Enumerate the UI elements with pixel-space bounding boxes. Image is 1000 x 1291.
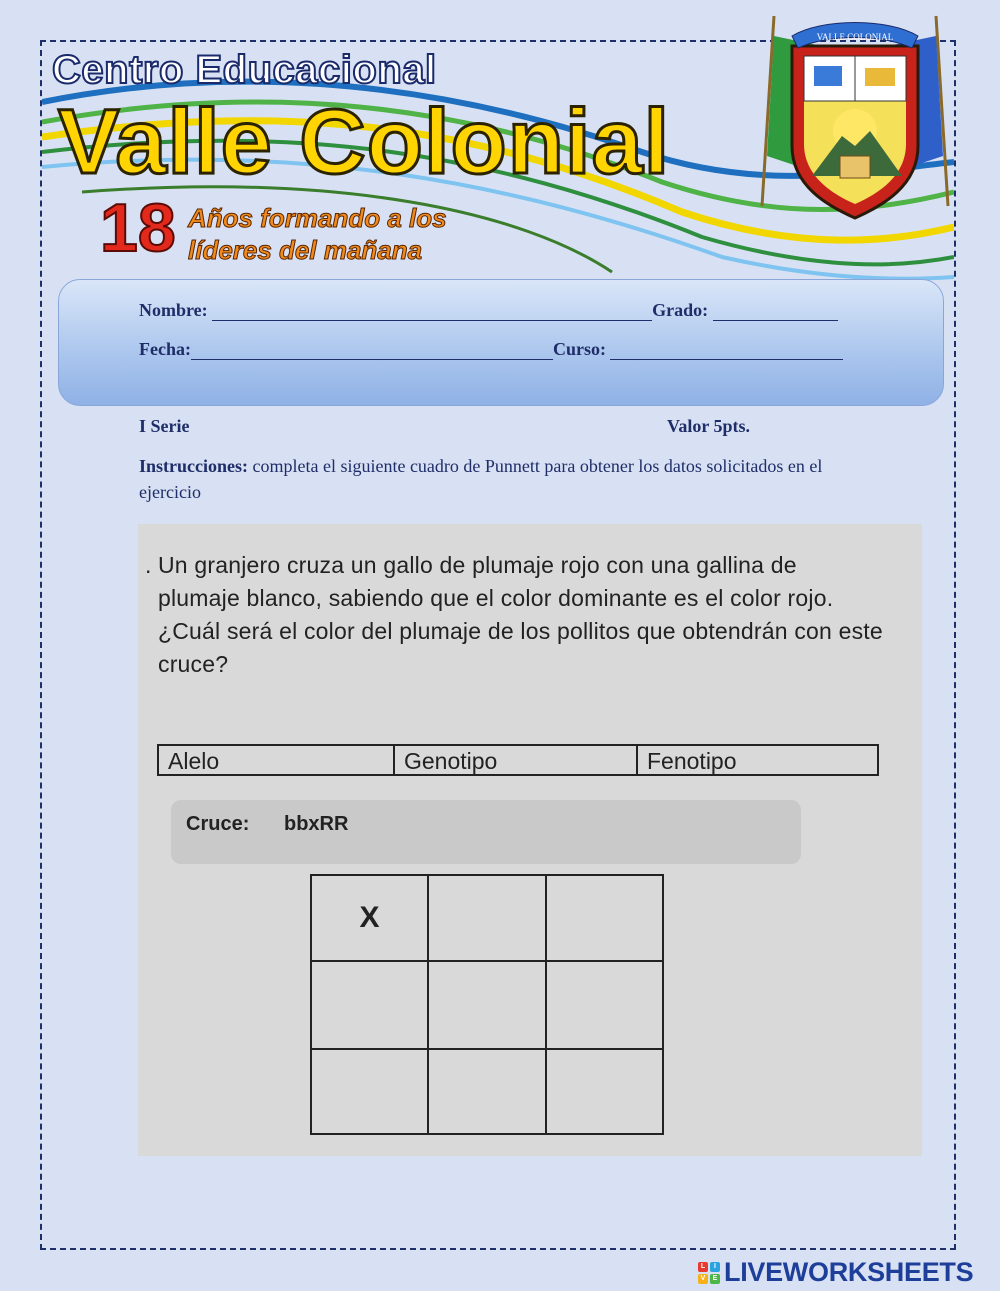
- crest-banner-text: VALLE COLONIAL: [816, 32, 894, 42]
- cruce-value: bbxRR: [284, 813, 349, 835]
- curso-field[interactable]: [610, 341, 843, 360]
- fecha-label: Fecha:: [139, 339, 191, 359]
- school-crest-logo: [752, 6, 958, 228]
- punnett-square: [310, 874, 664, 1135]
- liveworksheets-logo-icon: [698, 1262, 720, 1284]
- punnett-cell-r3c1[interactable]: [312, 1050, 429, 1133]
- punnett-cell-r1c3[interactable]: [547, 876, 662, 962]
- instructions-label: Instrucciones:: [139, 456, 248, 476]
- grado-field[interactable]: [713, 302, 838, 321]
- header-fenotipo: Fenotipo: [647, 748, 737, 774]
- nombre-label: Nombre:: [139, 300, 208, 320]
- years-slogan-line2: líderes del mañana: [188, 235, 423, 265]
- cruce-box: [171, 800, 801, 864]
- punnett-cell-r2c1[interactable]: [312, 962, 429, 1050]
- logo-letter-v: V: [698, 1274, 708, 1284]
- question-text: Un granjero cruza un gallo de plumaje rojo con una gallina de plumaje blanco, sabiendo que el color dominante es el color rojo.: [158, 552, 834, 611]
- header-alelo: Alelo: [159, 746, 395, 774]
- punnett-corner: X: [312, 876, 429, 962]
- instructions: [139, 453, 859, 505]
- fecha-field[interactable]: [191, 341, 553, 360]
- curso-label: Curso:: [552, 339, 606, 359]
- punnett-cell-r3c3[interactable]: [547, 1050, 662, 1133]
- years-slogan-line1: Años formando a los: [188, 203, 447, 233]
- punnett-cell-r2c2[interactable]: [429, 962, 547, 1050]
- punnett-cell-r3c2[interactable]: [429, 1050, 547, 1133]
- header-genotipo: Genotipo: [395, 746, 638, 774]
- exercise-question: [145, 549, 885, 681]
- valor-points: Valor 5pts.: [667, 416, 751, 436]
- liveworksheets-brand[interactable]: [698, 1257, 973, 1288]
- punnett-cell-r2c3[interactable]: [547, 962, 662, 1050]
- allele-table-header: [157, 744, 879, 776]
- fecha-curso-row: [139, 339, 843, 360]
- cruce-label: Cruce:: [186, 813, 250, 835]
- grado-label: Grado:: [652, 300, 709, 320]
- years-slogan: [188, 202, 447, 266]
- nombre-grado-row: [139, 300, 838, 321]
- liveworksheets-wordmark: LIVEWORKSHEETS: [724, 1257, 974, 1287]
- question-bullet: .: [145, 552, 152, 578]
- school-name-title: Valle Colonial: [58, 91, 671, 193]
- nombre-field[interactable]: [212, 302, 652, 321]
- question-text-2: ¿Cuál será el color del plumaje de los pollitos que obtendrán con este cruce?: [158, 618, 883, 677]
- instructions-text: completa el siguiente cuadro de Punnett para obtener los datos solicitados en el ejercicio: [139, 456, 823, 502]
- punnett-cell-r1c2[interactable]: [429, 876, 547, 962]
- serie-heading: I Serie: [139, 416, 190, 436]
- logo-letter-l: L: [698, 1262, 708, 1272]
- school-prefix-title: Centro Educacional: [52, 48, 437, 92]
- logo-letter-i: I: [710, 1262, 720, 1272]
- years-number: 18: [100, 190, 176, 266]
- logo-letter-e: E: [710, 1274, 720, 1284]
